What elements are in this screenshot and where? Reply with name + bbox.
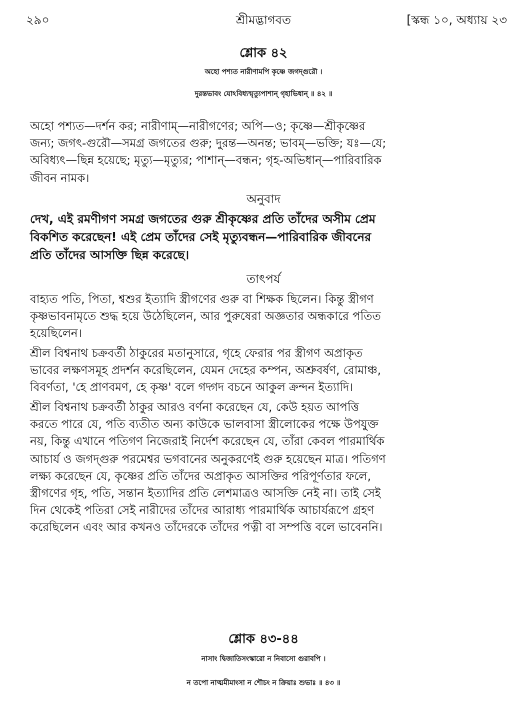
purport-line: কৃষ্ণভাবনামৃতে শুদ্ধ হয়ে উঠেছিলেন, আর পুরুষেরা অজ্ঞতার অন্ধকারে পতিত	[30, 309, 381, 324]
verse-43-line-1: নাসাং দ্বিজাতিসংস্কারো ন নিবাসো গুরাবপি ।	[201, 655, 326, 663]
purport-line: ভাবের লক্ষণসমূহ প্রদর্শন করেছিলেন, যেমন দেহের কম্পন, অশ্রুবর্ষণ, রোমাঞ্চ,	[30, 363, 382, 378]
synonyms-line: জীবন নামক।	[30, 170, 90, 185]
purport-line: শ্রীল বিশ্বনাথ চক্রবর্তী ঠাকুর আরও বর্ণনা করেছেন যে, কেউ হয়ত আপত্তি	[30, 400, 359, 414]
section-reference: [স্কন্ধ ১০, অধ্যায় ২৩	[406, 13, 507, 27]
page-header	[0, 12, 527, 30]
purport-line: বাহ্যত পতি, পিতা, শ্বশুর ইত্যাদি স্ত্রীগণের গুরু বা শিক্ষক ছিলেন। কিন্তু স্ত্রীগণ	[30, 292, 374, 306]
purport-line: লক্ষ্য করেছেন যে, কৃষ্ণের প্রতি তাঁদের অপ্রাকৃত আসক্তির পরিপূর্ণতার ফলে,	[30, 468, 372, 483]
translation-line: বিকশিত করেছেন! এই প্রেম তাঁদের সেই মৃত্যুবন্ধন—পারিবারিক জীবনের	[30, 230, 372, 244]
purport-heading: তাৎপর্য	[246, 272, 281, 286]
purport-paragraph-3	[30, 399, 506, 537]
synonyms-line: অবিধ্যৎ—ছিন্ন হয়েছে; মৃত্যু—মৃত্যুর; পাশান্—বন্ধন; গৃহ-অভিধান্—পারিবারিক	[30, 153, 382, 168]
purport-paragraph-1	[30, 291, 506, 343]
verse-42-line-2: দুরন্তভাবং যোঽবিধ্যন্মৃত্যুপাশান্ গৃহাভিধান্ ॥ ৪২ ॥	[194, 90, 333, 98]
verse-43-line-2: ন তপো নাত্মমীমাংসা ন শৌচং ন ক্রিয়াঃ শুভাঃ ॥ ৪৩ ॥	[186, 679, 341, 687]
purport-line: বিবর্ণতা, 'হে প্রাণবমণ, হে কৃষ্ণ' বলে গদ্গদ বচনে আকুল ক্রন্দন ইত্যাদি।	[30, 380, 354, 395]
purport-line: হয়েছিলেন।	[30, 326, 82, 341]
translation-text	[30, 210, 506, 264]
verse-42-label: শ্লোক ৪২	[239, 46, 288, 61]
synonyms-line: অহো পশ্যত—দর্শন কর; নারীণাম্—নারীগণের; অপি—ও; কৃষ্ণে—শ্রীকৃষ্ণের	[30, 119, 366, 133]
purport-line: করতে পারে যে, পতি ব্যতীত অন্য কাউকে ভালবাসা স্ত্রীলোকের পক্ষে উপযুক্ত	[30, 417, 379, 432]
purport-line: আচার্য ও জগদ্গুরু পরমেশ্বর ভগবানের অনুকরণেই গুরু হয়েছেন মাত্র। পতিগণ	[30, 451, 386, 466]
purport-line: নয়, কিন্তু এখানে পতিগণ নিজেরাই নির্দেশ করেছেন যে, তাঁরা কেবল পারমার্থিক	[30, 434, 385, 449]
translation-heading: অনুবাদ	[246, 192, 281, 206]
page-number: ২৯০	[26, 13, 50, 27]
synonyms-line: জন্য; জগৎ-গুরৌ—সমগ্র জগতের গুরু; দুরন্ত—অনন্ত; ভাবম্—ভক্তি; যঃ—যে;	[30, 136, 387, 151]
translation-line: প্রতি তাঁদের আসক্তি ছিন্ন করেছে।	[30, 248, 190, 262]
synonyms-block	[30, 118, 506, 187]
purport-line: করেছিলেন এবং আর কখনও তাঁদেরকে তাঁদের পত্নী বা সম্পত্তি বলে ভাবেননি।	[30, 520, 383, 535]
book-title: শ্রীমদ্ভাগবত	[235, 13, 291, 27]
purport-line: শ্রীল বিশ্বনাথ চক্রবর্তী ঠাকুরের মতানুসারে, গৃহে ফেরার পর স্ত্রীগণ অপ্রাকৃত	[30, 346, 363, 360]
purport-paragraph-2	[30, 345, 506, 397]
translation-line: দেখ, এই রমণীগণ সমগ্র জগতের গুরু শ্রীকৃষ্ণের প্রতি তাঁদের অসীম প্রেম	[30, 212, 376, 226]
purport-line: দিন থেকেই পতিরা সেই নারীদের তাঁদের আরাধ্য পারমার্থিক আচার্যরূপে গ্রহণ	[30, 503, 375, 518]
verse-43-44-label: শ্লোক ৪৩-৪৪	[228, 632, 299, 647]
purport-line: স্ত্রীগণের গৃহ, পতি, সন্তান ইত্যাদির প্রতি লেশমাত্রও আসক্তি নেই না। তাই সেই	[30, 486, 381, 501]
verse-42-line-1: অহো পশ্যত নারীণামপি কৃষ্ণে জগদ্গুরৌ ।	[204, 68, 323, 76]
